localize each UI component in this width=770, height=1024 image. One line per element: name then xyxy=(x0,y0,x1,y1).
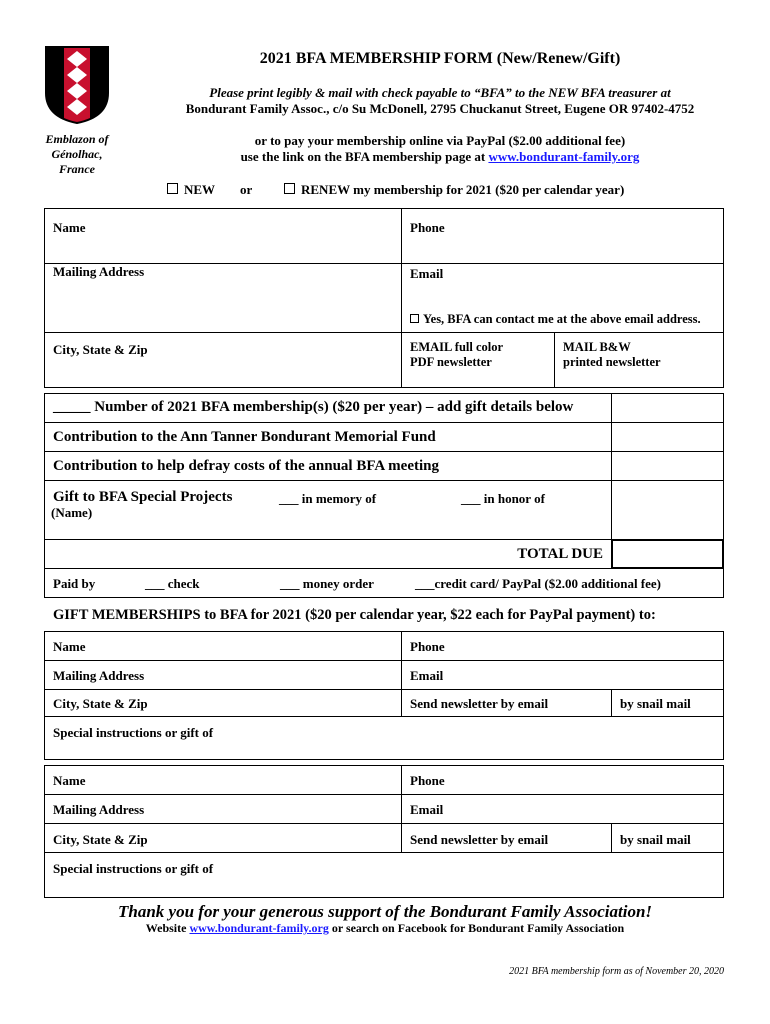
emblem-shield-icon xyxy=(44,45,110,125)
mail-newsletter-cell[interactable] xyxy=(554,332,724,388)
emblem-shield xyxy=(44,45,110,125)
gift2-city-label: City, State & Zip xyxy=(53,832,148,847)
new-option[interactable] xyxy=(167,182,215,198)
city-label: City, State & Zip xyxy=(53,342,148,357)
gift2-name-label: Name xyxy=(53,773,86,788)
gift2-email-cell[interactable] xyxy=(401,794,724,824)
or-label: or xyxy=(240,182,253,197)
form-version: 2021 BFA membership form as of November 20, 2020 xyxy=(509,966,724,977)
memorial-fund-amount[interactable] xyxy=(611,422,724,452)
memorial-fund-row xyxy=(44,422,612,452)
special-projects-name-hint: (Name) xyxy=(51,505,93,520)
address-label: Mailing Address xyxy=(53,264,145,279)
gift1-by-mail-cell[interactable] xyxy=(611,689,724,717)
gift1-city-label: City, State & Zip xyxy=(53,696,148,711)
gift1-address-label: Mailing Address xyxy=(53,668,145,683)
paid-by-label: Paid by xyxy=(53,576,96,591)
instruction-line-1: Please print legibly & mail with check payable to “BFA” to the NEW BFA treasurer at xyxy=(209,85,671,100)
renew-checkbox[interactable] xyxy=(284,183,295,194)
paid-by-row xyxy=(44,568,724,598)
gift-heading: GIFT MEMBERSHIPS to BFA for 2021 ($20 per calendar year, $22 each for PayPal payment) to: xyxy=(53,607,656,623)
name-cell[interactable] xyxy=(44,208,402,264)
gift1-name-cell[interactable] xyxy=(44,631,402,661)
address-cell[interactable] xyxy=(44,263,402,333)
credit-card-option[interactable]: ___credit card/ PayPal ($2.00 additional fee) xyxy=(415,576,662,591)
city-cell[interactable] xyxy=(44,332,402,388)
in-honor-option[interactable]: ___ in honor of xyxy=(461,491,545,506)
email-newsletter-label: EMAIL full color PDF newsletter xyxy=(410,340,504,369)
gift2-email-label: Email xyxy=(410,802,444,817)
contact-consent-checkbox[interactable] xyxy=(410,314,419,323)
thank-you-message: Thank you for your generous support of the Bondurant Family Association! xyxy=(117,902,653,921)
email-cell[interactable] xyxy=(401,263,724,333)
website-prefix: Website xyxy=(145,921,190,935)
gift1-city-cell[interactable] xyxy=(44,689,402,717)
gift1-special-label: Special instructions or gift of xyxy=(53,725,214,740)
gift1-email-cell[interactable] xyxy=(401,660,724,690)
total-amount[interactable] xyxy=(611,539,724,569)
annual-meeting-amount[interactable] xyxy=(611,451,724,481)
gift2-special-label: Special instructions or gift of xyxy=(53,861,214,876)
email-newsletter-cell[interactable] xyxy=(401,332,555,388)
gift1-phone-cell[interactable] xyxy=(401,631,724,661)
annual-meeting-label: Contribution to help defray costs of the annual BFA meeting xyxy=(53,458,439,474)
renew-option[interactable] xyxy=(284,182,624,198)
website-line xyxy=(40,921,730,936)
contact-consent[interactable] xyxy=(410,312,701,327)
gift2-special-cell[interactable] xyxy=(44,852,724,898)
memorial-fund-label: Contribution to the Ann Tanner Bondurant Memorial Fund xyxy=(53,429,436,445)
gift2-by-mail-cell[interactable] xyxy=(611,823,724,853)
instruction-line-3: or to pay your membership online via PayPal ($2.00 additional fee) xyxy=(254,133,626,148)
name-label: Name xyxy=(53,220,86,235)
gift2-by-email-label: Send newsletter by email xyxy=(410,832,549,847)
gift2-city-cell[interactable] xyxy=(44,823,402,853)
memberships-row xyxy=(44,393,612,423)
gift1-by-email-cell[interactable] xyxy=(401,689,612,717)
new-checkbox[interactable] xyxy=(167,183,178,194)
gift1-phone-label: Phone xyxy=(410,639,445,654)
memberships-label: _____ Number of 2021 BFA membership(s) ($20 per year) – add gift details below xyxy=(53,399,574,415)
special-projects-row xyxy=(44,480,612,540)
gift2-phone-cell[interactable] xyxy=(401,765,724,795)
special-projects-amount[interactable] xyxy=(611,480,724,540)
gift2-by-mail-label: by snail mail xyxy=(620,832,691,847)
treasurer-address: Bondurant Family Assoc., c/o Su McDonell, 2795 Chuckanut Street, Eugene OR 97402-4752 xyxy=(185,101,695,116)
emblem-caption: Emblazon of Génolhac, France xyxy=(45,132,109,176)
phone-cell[interactable] xyxy=(401,208,724,264)
gift2-phone-label: Phone xyxy=(410,773,445,788)
renew-label: RENEW my membership for 2021 ($20 per calendar year) xyxy=(301,182,625,197)
memberships-amount[interactable] xyxy=(611,393,724,423)
gift1-special-cell[interactable] xyxy=(44,716,724,760)
total-row xyxy=(44,539,612,569)
membership-page-link[interactable]: www.bondurant-family.org xyxy=(488,149,640,164)
gift1-email-label: Email xyxy=(410,668,444,683)
gift2-name-cell[interactable] xyxy=(44,765,402,795)
gift1-by-mail-label: by snail mail xyxy=(620,696,691,711)
check-option[interactable]: ___ check xyxy=(145,576,200,591)
total-label: TOTAL DUE xyxy=(517,546,603,562)
instruction-line-4 xyxy=(120,149,760,165)
page-title: 2021 BFA MEMBERSHIP FORM (New/Renew/Gift) xyxy=(259,50,621,67)
gift1-address-cell[interactable] xyxy=(44,660,402,690)
special-projects-label: Gift to BFA Special Projects xyxy=(53,489,233,505)
mail-newsletter-label: MAIL B&W printed newsletter xyxy=(563,340,661,369)
contact-consent-label: Yes, BFA can contact me at the above email address. xyxy=(423,312,701,326)
money-order-option[interactable]: ___ money order xyxy=(280,576,374,591)
gift2-by-email-cell[interactable] xyxy=(401,823,612,853)
new-label: NEW xyxy=(184,182,216,197)
instruction-line-4-text: use the link on the BFA membership page at xyxy=(240,149,489,164)
email-label: Email xyxy=(410,266,444,281)
gift1-name-label: Name xyxy=(53,639,86,654)
gift2-address-cell[interactable] xyxy=(44,794,402,824)
gift1-by-email-label: Send newsletter by email xyxy=(410,696,549,711)
annual-meeting-row xyxy=(44,451,612,481)
phone-label: Phone xyxy=(410,220,445,235)
gift2-address-label: Mailing Address xyxy=(53,802,145,817)
website-link[interactable]: www.bondurant-family.org xyxy=(189,921,329,935)
in-memory-option[interactable]: ___ in memory of xyxy=(279,491,377,506)
website-suffix: or search on Facebook for Bondurant Family Association xyxy=(328,921,625,935)
